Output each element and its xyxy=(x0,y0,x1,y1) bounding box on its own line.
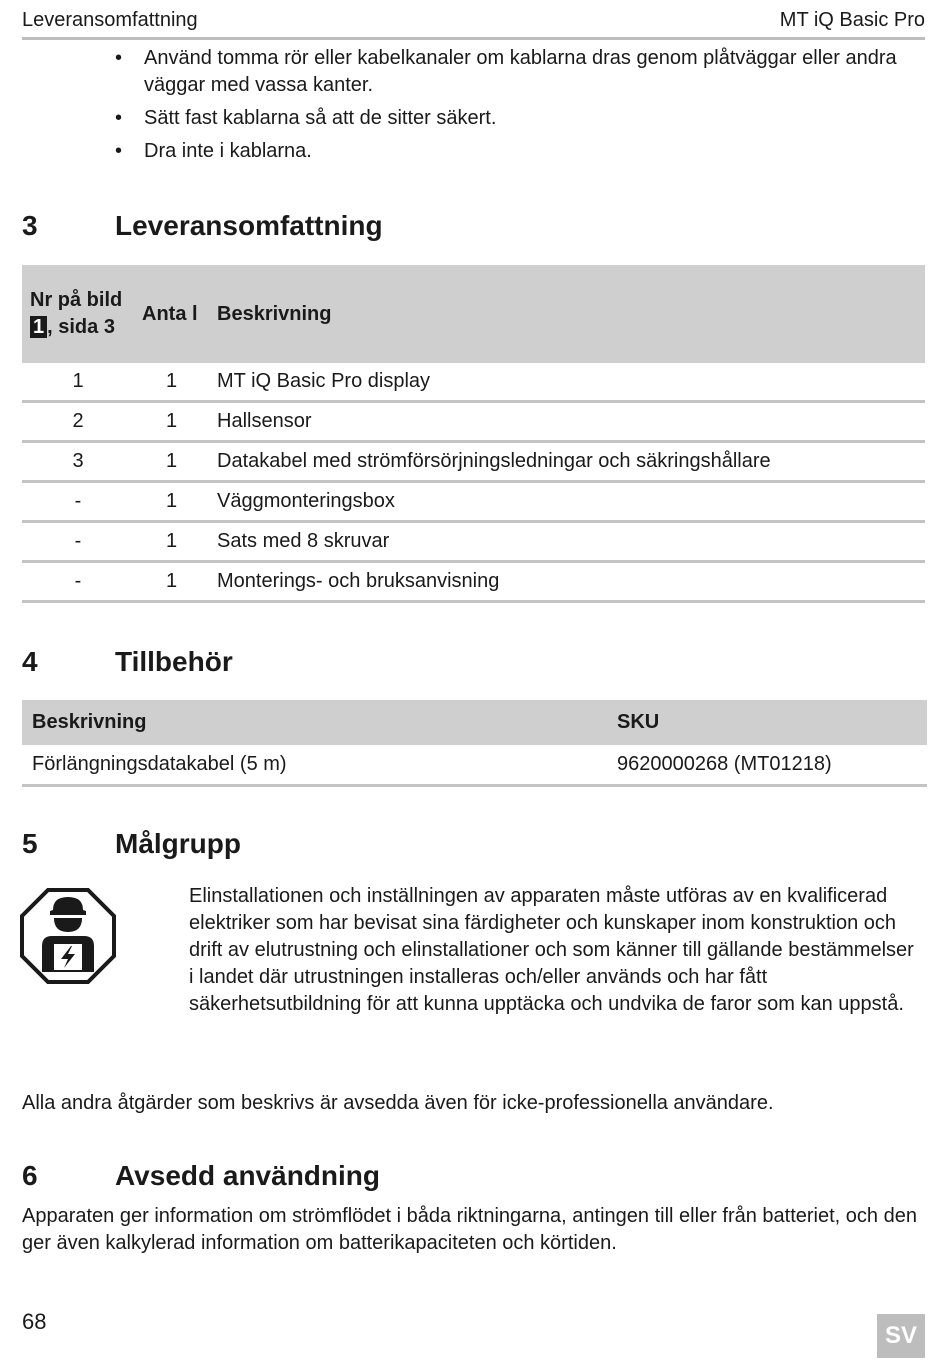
section-title: Leveransomfattning xyxy=(115,210,383,241)
table-header-row xyxy=(22,700,927,745)
list-item: • Använd tomma rör eller kabelkanaler om kablarna dras genom plåtväggar eller andra väggar med vassa kanter. xyxy=(115,47,897,96)
list-item: • Sätt fast kablarna så att de sitter säkert. xyxy=(115,105,930,132)
section-title: Målgrupp xyxy=(115,828,241,859)
table-row: - 1 Sats med 8 skruvar xyxy=(22,522,925,562)
table-row: - 1 Monterings- och bruksanvisning xyxy=(22,562,925,602)
page-number: 68 xyxy=(22,1309,47,1334)
section-5-heading xyxy=(22,828,241,860)
bullet-icon: • xyxy=(115,47,123,69)
section-number: 3 xyxy=(22,210,38,241)
bullet-icon: • xyxy=(115,140,123,162)
language-badge: SV xyxy=(877,1314,925,1358)
section-number: 6 xyxy=(22,1160,38,1191)
intended-use-paragraph: Apparaten ger information om strömflödet i båda riktningarna, antingen till eller från batteriet, och den ger även kalkylerad information om batterikapaciteten och körtiden. xyxy=(22,1205,917,1254)
section-number: 4 xyxy=(22,646,38,677)
table-row: 2 1 Hallsensor xyxy=(22,402,925,442)
table-row: 3 1 Datakabel med strömförsörjningsledningar och säkringshållare xyxy=(22,442,925,482)
table-row: - 1 Väggmonteringsbox xyxy=(22,482,925,522)
column-header-description: Beskrivning xyxy=(209,265,925,363)
section-title: Tillbehör xyxy=(115,646,233,677)
section-3-heading xyxy=(22,210,383,242)
list-item: • Dra inte i kablarna. xyxy=(115,138,930,165)
qualified-electrician-icon xyxy=(20,888,116,984)
running-header-section: Leveransomfattning xyxy=(22,9,198,31)
column-header-figure-number: Nr på bild 1 , sida 3 xyxy=(22,265,134,363)
section-title: Avsedd användning xyxy=(115,1160,381,1191)
column-header-quantity: Anta l xyxy=(134,265,209,363)
figure-reference-box: 1 xyxy=(30,316,47,338)
section-6-heading xyxy=(22,1160,380,1192)
column-header-sku: SKU xyxy=(607,700,927,745)
target-group-note: Alla andra åtgärder som beskrivs är avsedda även för icke-professionella användare. xyxy=(22,1092,774,1114)
section-number: 5 xyxy=(22,828,38,859)
bullet-icon: • xyxy=(115,107,123,129)
header-divider xyxy=(22,37,925,40)
delivery-scope-table xyxy=(22,265,925,603)
cable-instructions-list xyxy=(115,45,930,171)
accessories-table xyxy=(22,700,927,787)
section-4-heading xyxy=(22,646,233,678)
table-row: Förlängningsdatakabel (5 m) 9620000268 (MT01218) xyxy=(22,745,927,786)
column-header-description: Beskrivning xyxy=(22,700,607,745)
target-group-paragraph: Elinstallationen och inställningen av apparaten måste utföras av en kvalificerad elektriker som har bevisat sina färdigheter och kunskaper inom konstruktion och drift av elutrustning och elinstallationer och som känner till gällande bestämmelser i landet där utrustningen installeras och/eller används och har fått säkerhetsutbildning för att kunna upptäcka och undvika de faror som kan uppstå. xyxy=(189,885,914,1015)
table-header-row xyxy=(22,265,925,363)
table-row: 1 1 MT iQ Basic Pro display xyxy=(22,363,925,402)
running-header-product: MT iQ Basic Pro xyxy=(779,9,925,31)
